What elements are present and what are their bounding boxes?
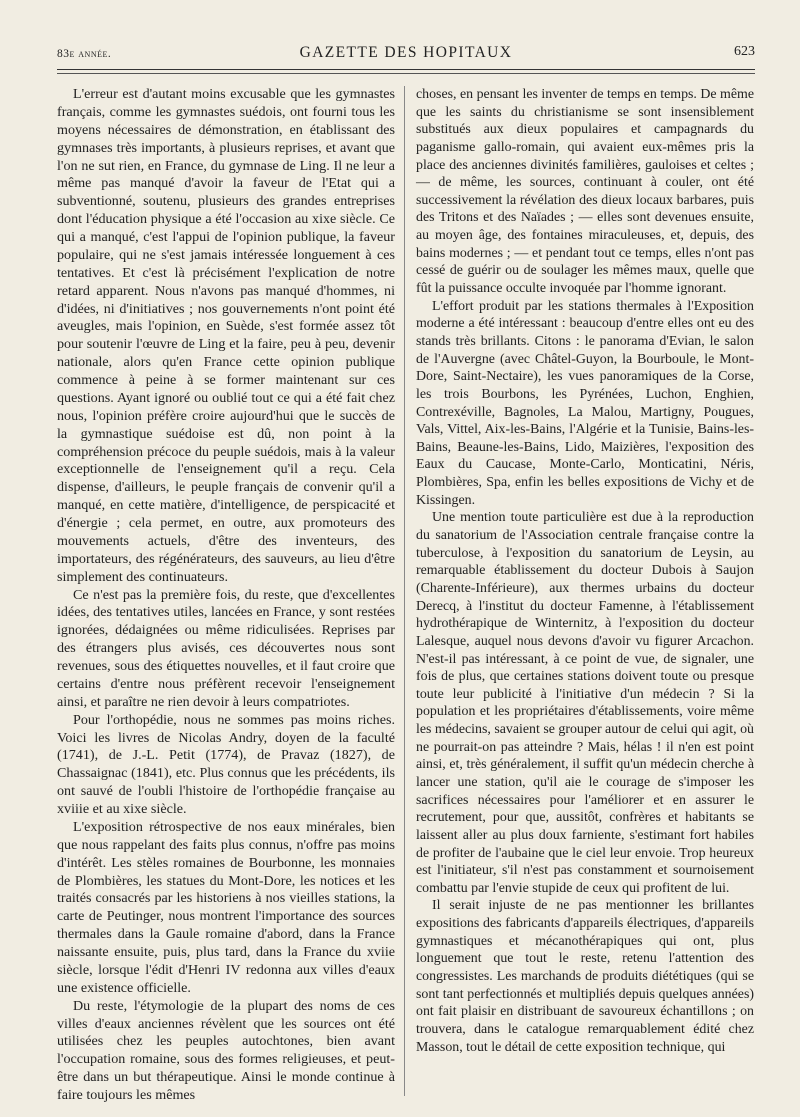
journal-title: GAZETTE DES HOPITAUX — [299, 44, 513, 61]
page-header — [57, 44, 755, 66]
paragraph: L'exposition rétrospective de nos eaux minérales, bien que nous rappelant des faits plus connus, n'offre pas moins d'intérêt. Les stèles romaines de Bourbonne, les monnaies de Plombières, les statues du Mont-Dore, les notices et les traités consacrés par les historiens à nos vieilles stations, la carte de Peutinger, nous montrent l'importance des sources thermales dans la Gaule romaine d'abord, dans la France naissante ensuite, puis, plus tard, dans la France du xviie siècle, lorsque l'édit d'Henri IV redonna aux villes d'eaux une existence officielle. — [57, 818, 395, 996]
header-rule-thick — [57, 69, 755, 70]
right-column — [416, 86, 754, 1056]
header-rule-thin — [57, 73, 755, 74]
column-separator — [404, 86, 405, 1096]
left-column — [57, 86, 395, 1105]
paragraph: L'erreur est d'autant moins excusable que les gymnastes français, comme les gymnastes suédois, ont fourni tous les moyens nécessaires de démonstration, en établissant des gymnases très importants, à plusieurs reprises, et avant que l'on ne sut rien, en France, du gymnase de Ling. Il ne leur a même pas manqué d'avoir la faveur de l'Etat qui a subventionné, soutenu, plusieurs des grandes entreprises dont l'éducation physique a été l'occasion au xixe siècle. Ce qui a manqué, c'est l'appui de l'opinion publique, la faveur populaire, qui ne s'est jamais intéressée longuement à ces tentatives. Et c'est là précisément l'explication de notre retard apparent. Nous n'avons pas manqué d'hommes, ni d'idées, ni d'initiatives ; nos gouvernements n'ont point été aveugles, mais l'opinion, en Suède, s'est formée assez tôt pour soutenir l'œuvre de Ling et la faire, peu à peu, devenir nationale, alors qu'en France cette opinion publique commence à peine à se former maintenant sur ces questions. Ayant ignoré ou oublié tout ce qui a été fait chez nous, l'opinion préfère croire aujourd'hui que le succès de la gymnastique suédoise est dû, non point à la compréhension précoce du peuple suédois, mais à la valeur exceptionnelle de l'enseignement qu'il a reçu. Cela dispense, d'ailleurs, le peuple français de convenir qu'il a manqué, en cette matière, d'intelligence, de perspicacité et d'énergie ; cela permet, en outre, aux promoteurs des mouvements actuels, d'être des inventeurs, des importateurs, des régénérateurs, des sauveurs, au lieu d'être simplement des continuateurs. — [57, 86, 395, 585]
paragraph: Ce n'est pas la première fois, du reste, que d'excellentes idées, des tentatives utiles, lancées en France, y sont restées ignorées, dédaignées ou même ridiculisées. Reprises par des étrangers plus avisés, ces découvertes nous sont revenues, sous des étiquettes nouvelles, et il faut croire que certains d'entre nous préfèrent recevoir l'enseignement ainsi, et paraître ne rien devoir à leurs compatriotes. — [57, 586, 395, 710]
paragraph: L'effort produit par les stations thermales à l'Exposition moderne a été intéressant : beaucoup d'entre elles ont eu des stands très brillants. Citons : le panorama d'Evian, le salon de l'Auvergne (avec Châtel-Guyon, la Bourboule, le Mont-Dore, Saint-Nectaire), les vues panoramiques de la Corse, les trois Bourbons, les Pyrénées, Luchon, Enghien, Contrexéville, Bagnoles, La Malou, Martigny, Pougues, Vals, Vittel, Aix-les-Bains, l'Algérie et la Tunisie, Bains-les-Bains, Beaune-les-Bains, Lido, Maizières, l'exposition des Eaux du Caucase, Monte-Carlo, Monticatini, Néris, Plombières, Spa, enfin les belles expositions de Vichy et de Kissingen. — [416, 298, 754, 508]
paragraph: Pour l'orthopédie, nous ne sommes pas moins riches. Voici les livres de Nicolas Andry, doyen de la faculté (1741), de J.-L. Petit (1774), de Pravaz (1827), de Chassaignac (1841), etc. Plus connus que les précédents, ils ont sauvé de l'oubli l'histoire de l'orthopédie française au xviiie et au xixe siècle. — [57, 711, 395, 817]
volume-year: 83e année. — [57, 48, 112, 60]
paragraph: Il serait injuste de ne pas mentionner les brillantes expositions des fabricants d'appareils électriques, d'appareils gymnastiques et mécanothérapiques qui ont, plus longuement que tout le reste, retenu l'attention des congressistes. Les marchands de produits diététiques (qui se sont tant perfectionnés et multipliés depuis quelques années) ont fait plaisir en distribuant de savoureux échantillons ; on trouvera, dans le catalogue remarquablement édité chez Masson, tout le détail de cette exposition technique, qui — [416, 898, 754, 1055]
page-number: 623 — [734, 44, 755, 59]
paragraph: Du reste, l'étymologie de la plupart des noms de ces villes d'eaux anciennes révèlent que les sources ont été utilisées chez les peuples autochtones, bien avant l'occupation romaine, sous des formes religieuses, et peut-être dans un but thérapeutique. Ainsi le monde continue à faire toujours les mêmes — [57, 997, 395, 1103]
paragraph-continued: choses, en pensant les inventer de temps en temps. De même que les saints du christianisme se sont insensiblement substitués aux dieux populaires et campagnards du paganisme gallo-romain, qui avaient eux-mêmes pris la place des anciennes divinités familières, gauloises et celtes ; — de même, les sources, continuant à couler, ont été successivement la révélation des dieux locaux barbares, puis des Tritons et des Naïades ; — elles sont devenues ensuite, au moyen âge, des fontaines miraculeuses, et, depuis, des bains modernes ; — et pendant tout ce temps, elles n'ont pas cessé de guérir ou de soulager les mêmes maux, quelle que fût la puissance occulte invoquée par l'homme ignorant. — [416, 87, 754, 297]
paragraph: Une mention toute particulière est due à la reproduction du sanatorium de l'Association centrale française contre la tuberculose, à l'exposition du sanatorium de Leysin, au remarquable établissement du docteur Dubois à Saujon (Charente-Inférieure), aux thermes urbains du docteur Derecq, à l'institut du docteur Famenne, à l'établissement hydrothérapique de Winternitz, à l'exposition du docteur Lalesque, auquel nous devons d'avoir vu figurer Arcachon. N'est-il pas intéressant, à ce point de vue, de signaler, une fois de plus, que certaines stations doivent toute ou presque toute leur publicité à l'initiative d'un médecin ? Si la population et les propriétaires d'établissements, voire même les médecins, savaient se grouper autour de celui qui agit, où ne pourrait-on pas atteindre ? Mais, hélas ! il n'en est point ainsi, et, très généralement, il suffit qu'un médecin cherche à lancer une station, qu'il aie le courage de s'imposer les sacrifices nécessaires pour l'améliorer et en assurer le recrutement, pour que, aussitôt, confrères et habitants se laissent aller au plus doux farniente, s'estimant fort habiles de profiter de l'aubaine que le ciel leur envoie. Trop heureux est l'initiateur, s'il n'est pas constamment et sournoisement combattu par l'envie stupide de ceux qui profitent de lui. — [416, 510, 754, 896]
